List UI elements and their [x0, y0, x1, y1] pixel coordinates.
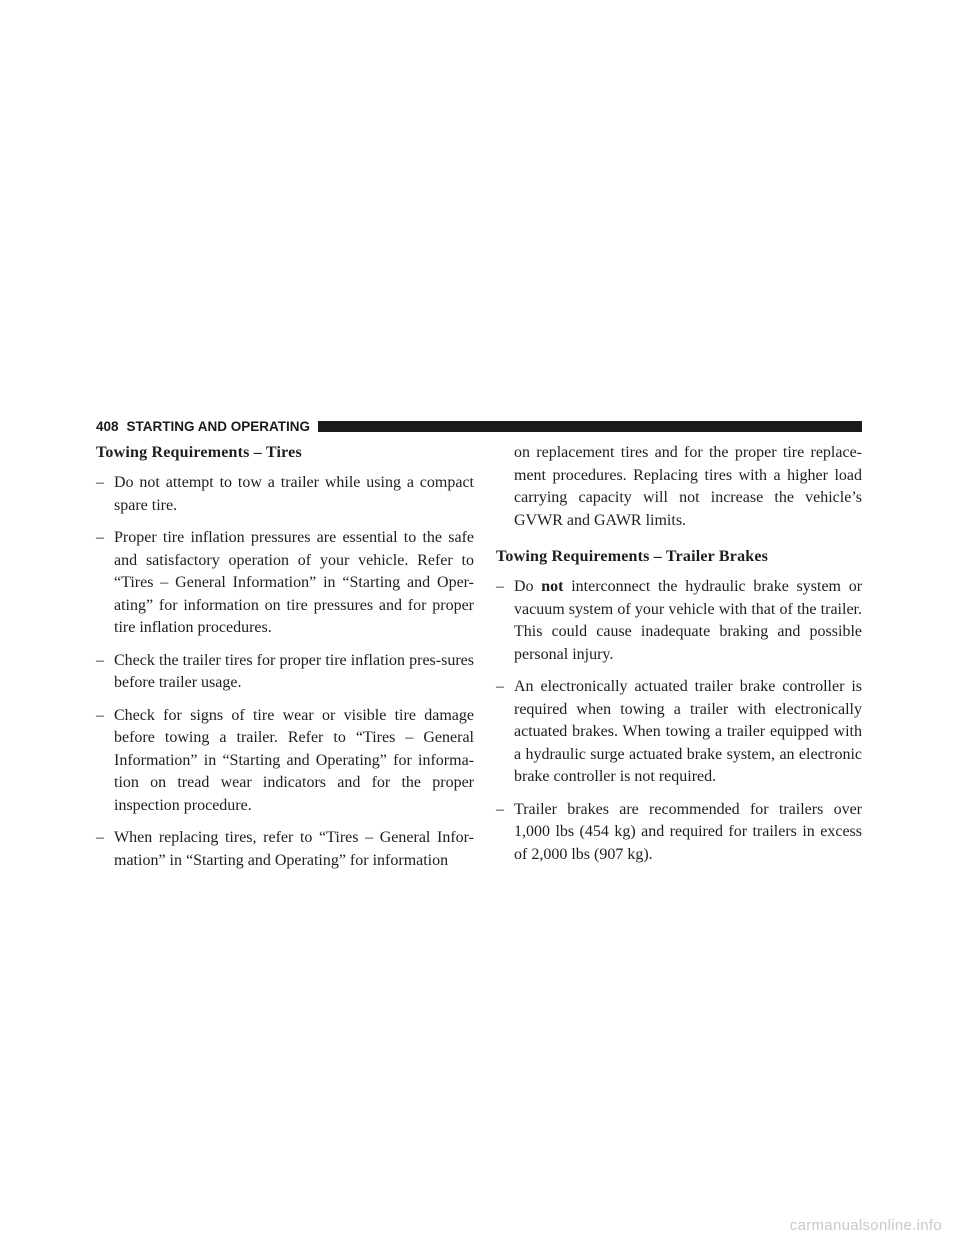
list-item [496, 576, 862, 666]
watermark-text: carmanualsonline.info [789, 1217, 942, 1234]
list-item-text: When replacing tires, refer to “Tires – General Infor-mation” in “Starting and Operating” for information [114, 829, 474, 869]
list-item-text: Trailer brakes are recommended for trailers over 1,000 lbs (454 kg) and required for trailers in excess of 2,000 lbs (907 kg). [514, 800, 862, 863]
tires-heading: Towing Requirements – Tires [96, 444, 302, 461]
list-item-text: An electronically actuated trailer brake controller is required when towing a trailer with electronically actuated brakes. When towing a trailer equipped with a hydraulic surge actuated brake system, an electronic brake controller is not required. [514, 678, 862, 785]
list-item [96, 827, 474, 872]
list-item [96, 705, 474, 818]
list-item-rest: interconnect the hydraulic brake system or vacuum system of your vehicle with that of the trailer. This could cause inadequate braking and possible personal injury. [514, 578, 863, 663]
list-item-text [514, 576, 862, 666]
dash-marker: – [496, 578, 504, 595]
list-item-text: Check the trailer tires for proper tire inflation pres-sures before trailer usage. [114, 651, 474, 691]
dash-marker: – [496, 800, 504, 818]
list-item [496, 676, 862, 789]
list-item [96, 527, 474, 640]
list-item-prefix: Do [514, 578, 534, 595]
continued-text: on replacement tires and for the proper tire replace-ment procedures. Replacing tires with a higher load carrying capacity will not increase the vehicle’s GVWR and GAWR limits. [514, 444, 862, 529]
dash-marker: – [96, 706, 104, 724]
list-item-text: Proper tire inflation pressures are essential to the safe and satisfactory operation of your vehicle. Refer to “Tires – General Information” in “Starting and Oper-ating” for information on tire pressures and for proper tire inflation procedures. [114, 529, 474, 636]
list-item-text: Check for signs of tire wear or visible tire damage before towing a trailer. Refer to “Tires – General Information” in “Starting and Operating” for informa-tion on tread wear indicators and for the proper inspection procedure. [114, 706, 474, 814]
list-item [496, 799, 862, 867]
section-title: STARTING AND OPERATING [126, 418, 311, 434]
dash-marker: – [96, 474, 104, 491]
right-column [496, 442, 862, 876]
page-number: 408 [96, 418, 119, 434]
list-item [96, 472, 474, 517]
dash-marker: – [96, 529, 104, 546]
header-rule [318, 421, 862, 432]
dash-marker: – [96, 829, 104, 846]
trailer-brakes-heading: Towing Requirements – Trailer Brakes [496, 548, 769, 565]
list-item [96, 650, 474, 695]
page-header [96, 418, 862, 434]
emphasis-not: not [541, 578, 564, 595]
left-column [96, 442, 474, 882]
dash-marker: – [96, 651, 104, 669]
dash-marker: – [496, 678, 504, 695]
list-item-text: Do not attempt to tow a trailer while using a compact spare tire. [114, 474, 474, 514]
